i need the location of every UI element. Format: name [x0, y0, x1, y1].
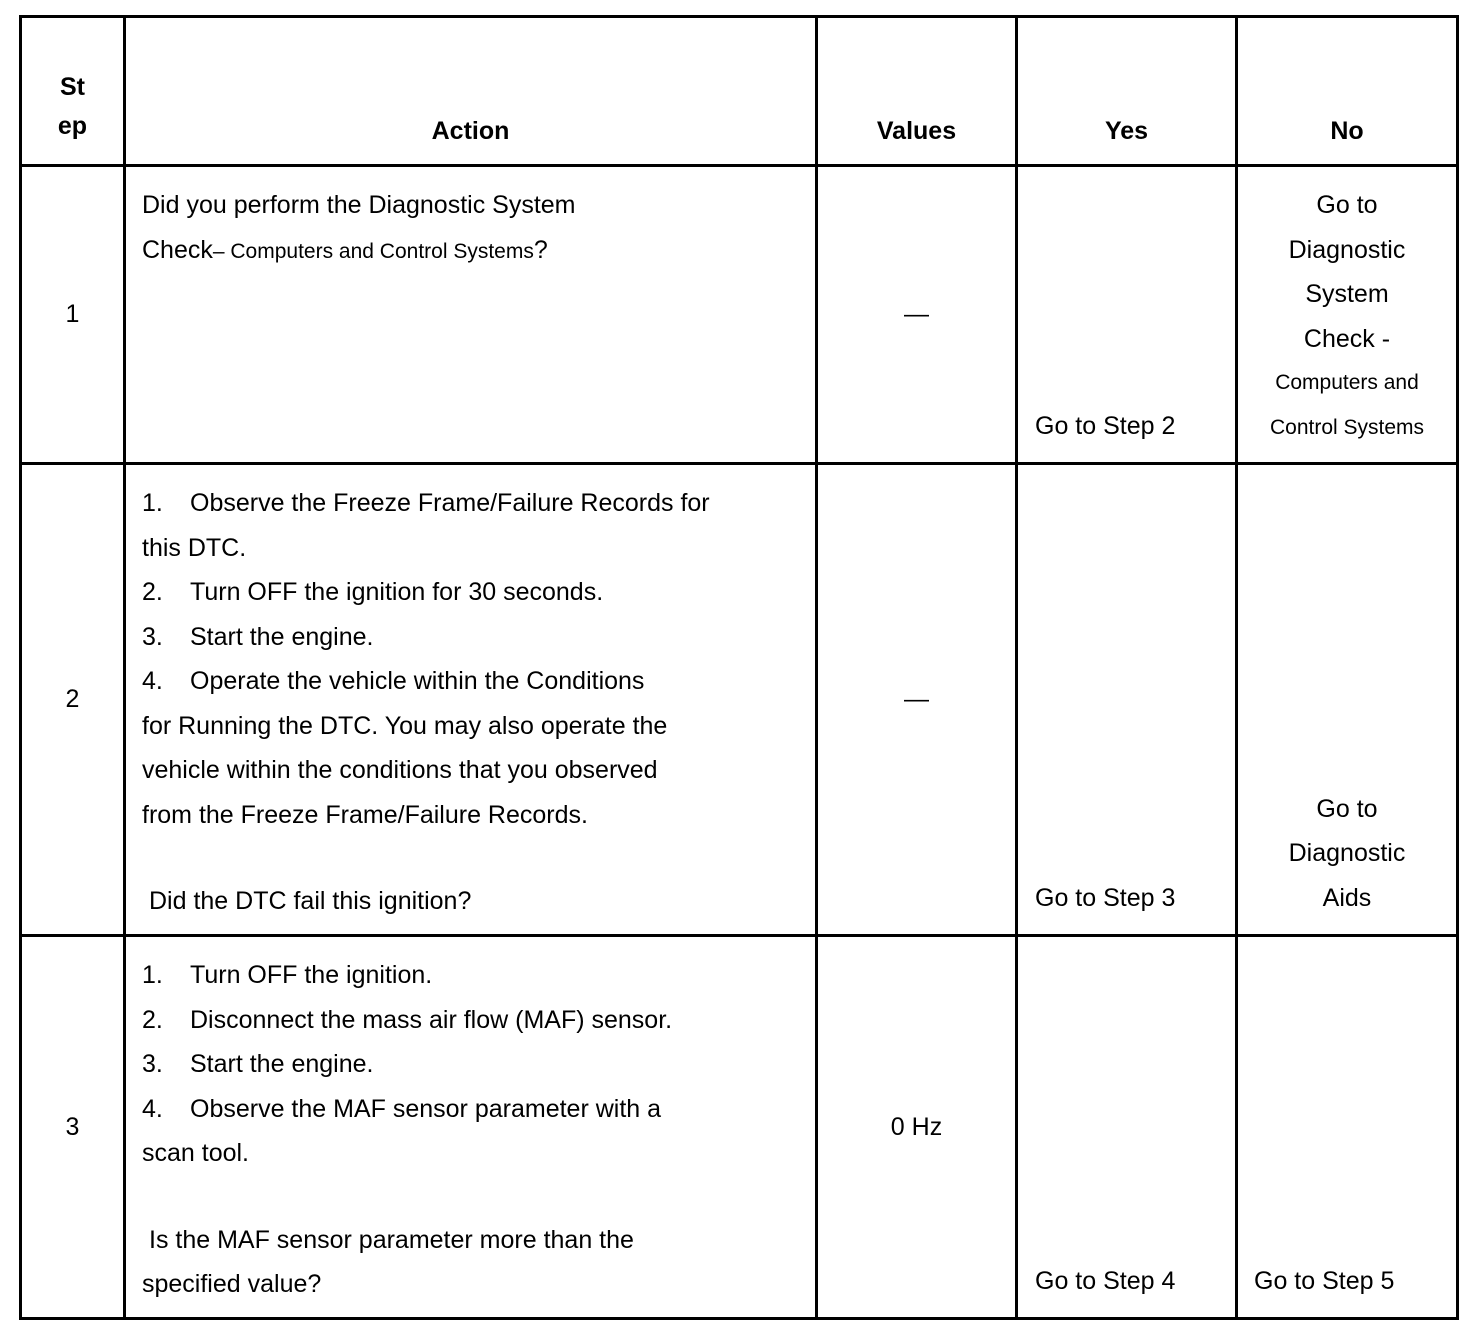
header-yes: Yes — [1017, 17, 1237, 166]
list-text: Disconnect the mass air flow (MAF) sensor. — [190, 1005, 673, 1034]
list-text: Start the engine. — [190, 622, 374, 651]
list-item — [142, 1131, 805, 1176]
table-row — [21, 936, 1458, 1319]
header-row — [21, 17, 1458, 166]
action-text-small: – Computers and Control Systems — [212, 239, 534, 263]
no-line: Diagnostic — [1288, 235, 1406, 264]
question: Is the MAF sensor parameter more than the — [149, 1225, 634, 1254]
no-line: Go to — [1316, 794, 1378, 823]
table-row — [21, 464, 1458, 936]
action-line: Did you perform the Diagnostic System — [142, 191, 576, 219]
list-text: vehicle within the conditions that you observed — [142, 756, 658, 784]
header-step — [21, 17, 125, 166]
list-text: this DTC. — [142, 533, 247, 562]
list-number: 2. — [142, 1005, 163, 1034]
list-item — [142, 570, 805, 615]
no-line: Diagnostic — [1288, 839, 1406, 867]
action-cell — [125, 464, 817, 936]
list-text: Observe the Freeze Frame/Failure Records for — [190, 489, 710, 517]
header-no: No — [1237, 17, 1458, 166]
header-step-line1: St — [60, 73, 85, 101]
step-number: 3 — [21, 936, 125, 1319]
question-line: specified value? — [142, 1270, 322, 1298]
list-text: Operate the vehicle within the Conditions — [190, 667, 645, 695]
no-cell: Go to Step 5 — [1237, 936, 1458, 1319]
yes-cell: Go to Step 2 — [1017, 166, 1237, 464]
list-text: Observe the MAF sensor parameter with a — [190, 1094, 662, 1123]
list-text: for Running the DTC. You may also operate the — [142, 711, 668, 740]
list-number: 1. — [142, 489, 163, 517]
list-item — [142, 953, 805, 998]
list-item — [142, 659, 805, 704]
list-item — [142, 481, 805, 526]
no-cell — [1237, 166, 1458, 464]
list-text: from the Freeze Frame/Failure Records. — [142, 800, 588, 829]
list-item — [142, 998, 805, 1043]
no-line: Aids — [1322, 883, 1372, 912]
no-line: System — [1305, 280, 1389, 308]
no-line-small: Control Systems — [1269, 415, 1425, 439]
header-action: Action — [125, 17, 817, 166]
no-line-small: Computers and — [1275, 371, 1419, 394]
yes-cell: Go to Step 4 — [1017, 936, 1237, 1319]
list-number: 3. — [142, 622, 163, 651]
list-item — [142, 1087, 805, 1132]
list-item — [142, 793, 805, 838]
value-cell: — — [817, 464, 1017, 936]
action-cell — [125, 936, 817, 1319]
step-number: 2 — [21, 464, 125, 936]
list-item — [142, 1042, 805, 1087]
list-text: Turn OFF the ignition. — [190, 961, 433, 989]
action-line — [142, 228, 805, 275]
question: Did the DTC fail this ignition? — [149, 887, 472, 915]
action-text-end: ? — [533, 235, 548, 264]
list-item — [142, 748, 805, 793]
list-item — [142, 526, 805, 571]
header-step-line2: ep — [57, 112, 88, 140]
header-values: Values — [817, 17, 1017, 166]
list-text: Turn OFF the ignition for 30 seconds. — [190, 578, 604, 606]
list-text: Start the engine. — [190, 1050, 374, 1078]
value-cell: 0 Hz — [817, 936, 1017, 1319]
no-line: Check - — [1303, 324, 1391, 353]
list-number: 4. — [142, 667, 163, 695]
no-cell — [1237, 464, 1458, 936]
list-number: 2. — [142, 578, 163, 606]
no-line: Go to — [1316, 191, 1378, 219]
list-number: 4. — [142, 1094, 163, 1123]
list-number: 1. — [142, 961, 163, 989]
list-number: 3. — [142, 1050, 163, 1078]
list-text: scan tool. — [142, 1139, 250, 1167]
diagnostic-table — [19, 15, 1459, 1320]
yes-cell: Go to Step 3 — [1017, 464, 1237, 936]
value-cell: — — [817, 166, 1017, 464]
step-number: 1 — [21, 166, 125, 464]
action-text: Check — [142, 235, 213, 264]
table-row — [21, 166, 1458, 464]
list-item — [142, 704, 805, 749]
action-cell — [125, 166, 817, 464]
list-item — [142, 615, 805, 660]
